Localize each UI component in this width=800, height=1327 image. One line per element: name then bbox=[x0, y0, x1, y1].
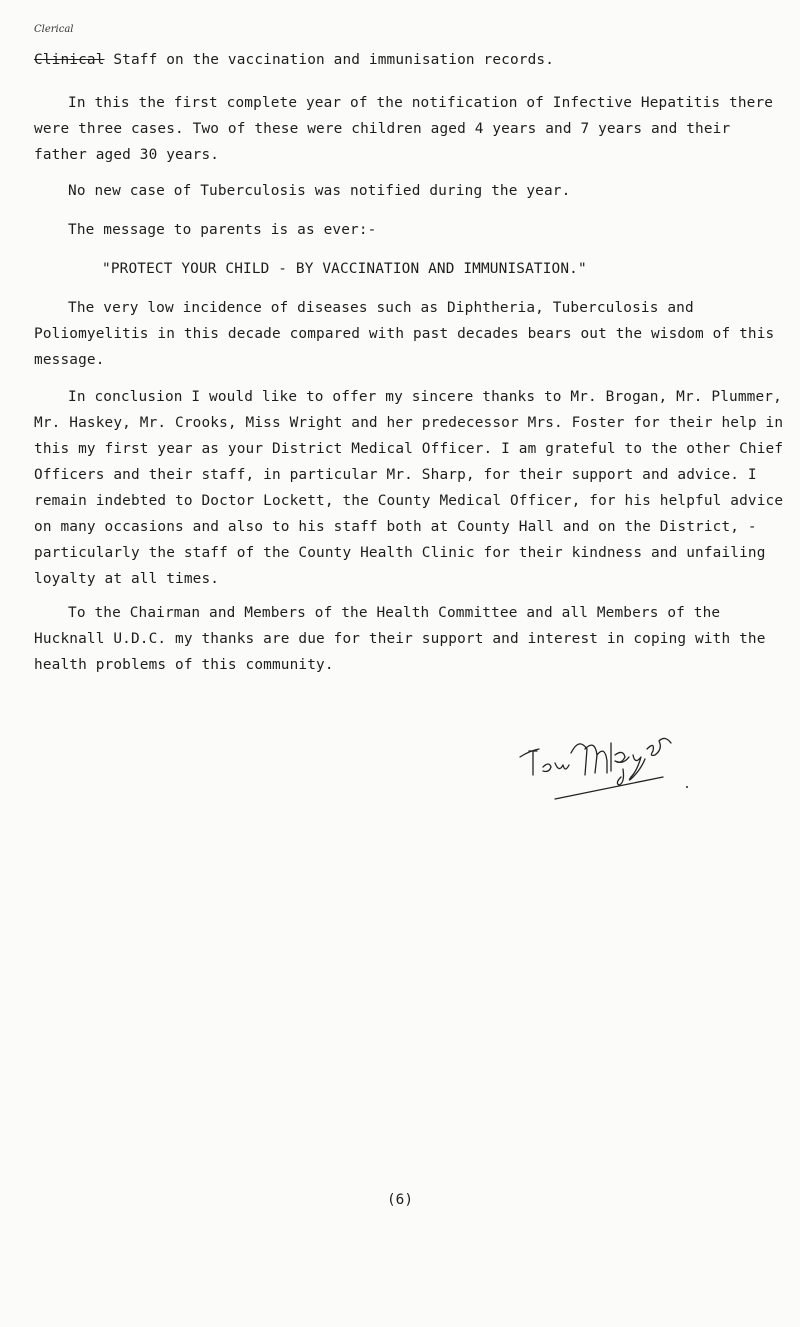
paragraph-conclusion: In conclusion I would like to offer my sincere thanks to Mr. Brogan, Mr. Plummer, Mr. Haskey, Mr. Crooks, Miss Wright and her predecessor Mrs. Foster for their help in this my first year as your District Medical Officer. I am grateful to the other Chief Officers and their staff, in particular Mr. Sharp, for their support and advice. I remain indebted to Doctor Lockett, the County Medical Officer, for his helpful advice on many occasions and also to his staff both at County Hall and on the District, - particularly the staff of the County Health Clinic for their kindness and unfailing loyalty at all times. bbox=[34, 389, 784, 587]
first-line bbox=[34, 52, 554, 68]
page-number: (6) bbox=[387, 1192, 413, 1208]
signature-image bbox=[515, 725, 690, 800]
paragraph-tuberculosis: No new case of Tuberculosis was notified during the year. bbox=[68, 183, 571, 199]
paragraph-hepatitis: In this the first complete year of the notification of Infective Hepatitis there were three cases. Two of these were children aged 4 years and 7 years and their father aged 30 years. bbox=[34, 95, 774, 163]
first-line-text: Staff on the vaccination and immunisation records. bbox=[104, 52, 555, 68]
handwritten-correction: Clerical bbox=[34, 24, 74, 35]
paragraph-message-intro: The message to parents is as ever:- bbox=[68, 222, 377, 238]
paragraph-slogan: "PROTECT YOUR CHILD - BY VACCINATION AND IMMUNISATION." bbox=[102, 261, 587, 277]
paragraph-incidence: The very low incidence of diseases such as Diphtheria, Tuberculosis and Poliomyelitis in this decade compared with past decades bears out the wisdom of this message. bbox=[34, 300, 775, 368]
struck-word: Clinical bbox=[34, 52, 105, 68]
paragraph-chairman: To the Chairman and Members of the Health Committee and all Members of the Hucknall U.D.C. my thanks are due for their support and interest in coping with the health problems of this community. bbox=[34, 605, 766, 673]
